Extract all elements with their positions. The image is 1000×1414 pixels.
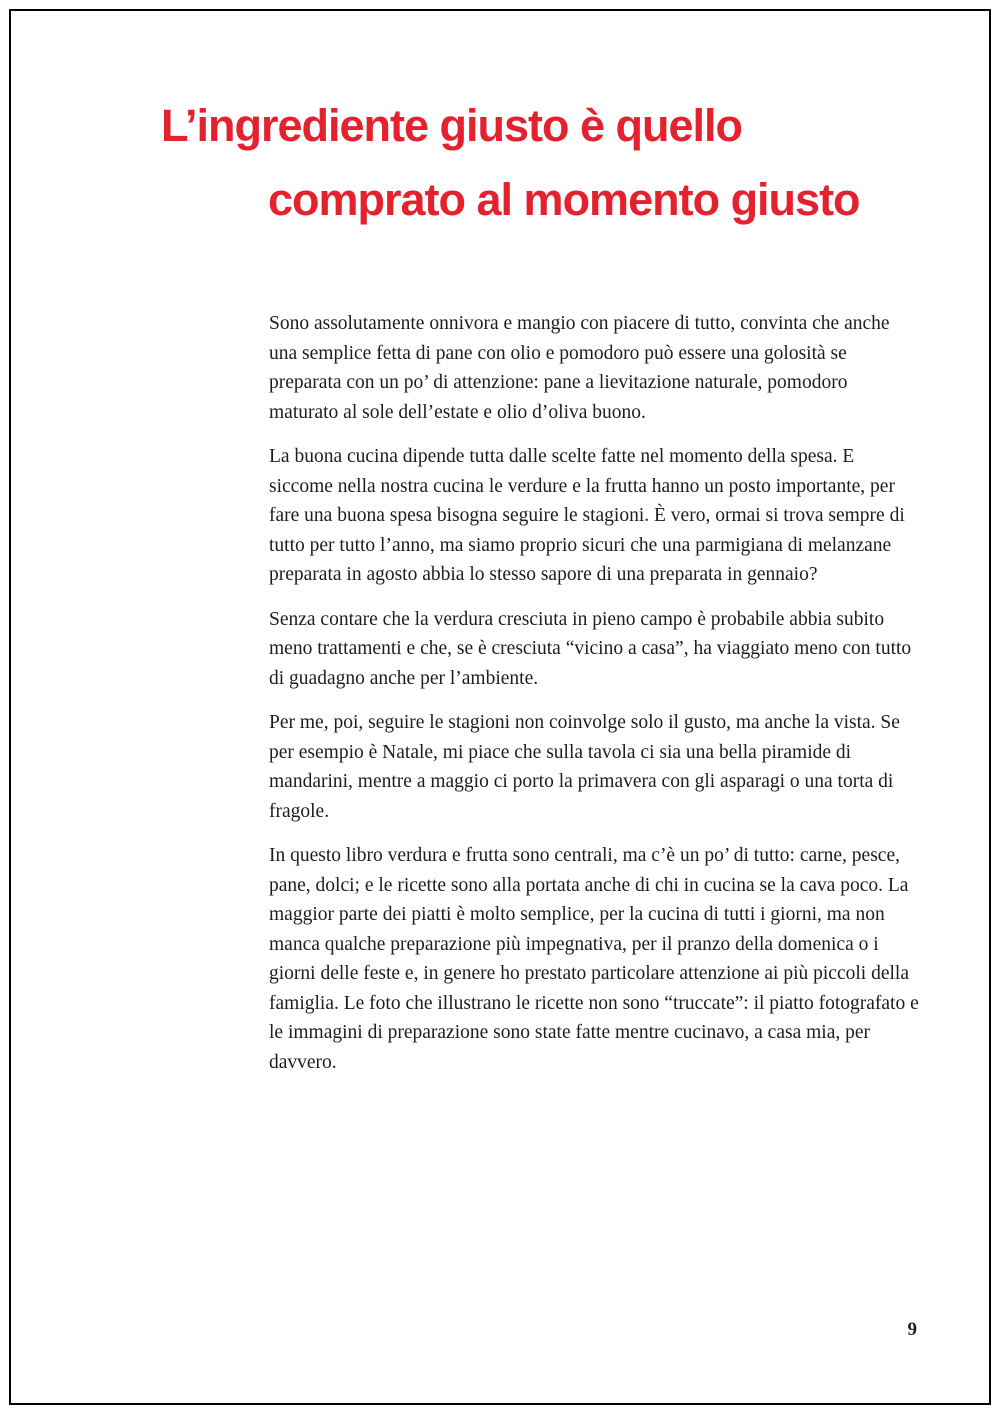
page-number: 9 (907, 1319, 917, 1340)
title-line-1: L’ingrediente giusto è quello (161, 100, 743, 151)
page-title (161, 89, 989, 237)
body-paragraph: La buona cucina dipende tutta dalle scelte fatte nel momento della spesa. E siccome nella nostra cucina le verdure e la frutta hanno un posto importante, per fare una buona spesa bisogna seguire le stagioni. È vero, ormai si trova sempre di tutto per tutto l’anno, ma siamo proprio sicuri che una parmigiana di melanzane preparata in agosto abbia lo stesso sapore di una preparata in gennaio? (269, 446, 905, 585)
body-paragraph: Sono assolutamente onnivora e mangio con piacere di tutto, convinta che anche una semplice fetta di pane con olio e pomodoro può essere una golosità se preparata con un po’ di attenzione: pane a lievitazione naturale, pomodoro maturato al sole dell’estate e olio d’oliva buono. (269, 313, 890, 423)
book-page (9, 9, 991, 1405)
body-paragraph: In questo libro verdura e frutta sono centrali, ma c’è un po’ di tutto: carne, pesce, pane, dolci; e le ricette sono alla portata anche di chi in cucina se la cava poco. La maggior parte dei piatti è molto semplice, per la cucina di tutti i giorni, ma non manca qualche preparazione più impegnativa, per il pranzo della domenica o i giorni delle feste e, in genere ho prestato particolare attenzione ai più piccoli della famiglia. Le foto che illustrano le ricette non sono “truccate”: il piatto fotografato e le immagini di preparazione sono state fatte mentre cucinavo, a casa mia, per davvero. (269, 845, 919, 1073)
body-text (269, 309, 921, 1077)
title-line-2: comprato al momento giusto (268, 174, 860, 225)
body-paragraph: Senza contare che la verdura cresciuta in pieno campo è probabile abbia subito meno trattamenti e che, se è cresciuta “vicino a casa”, ha viaggiato meno con tutto di guadagno anche per l’ambiente. (269, 608, 912, 689)
body-paragraph: Per me, poi, seguire le stagioni non coinvolge solo il gusto, ma anche la vista. Se per esempio è Natale, mi piace che sulla tavola ci sia una bella piramide di mandarini, mentre a maggio ci porto la primavera con gli asparagi o una torta di fragole. (269, 712, 900, 822)
